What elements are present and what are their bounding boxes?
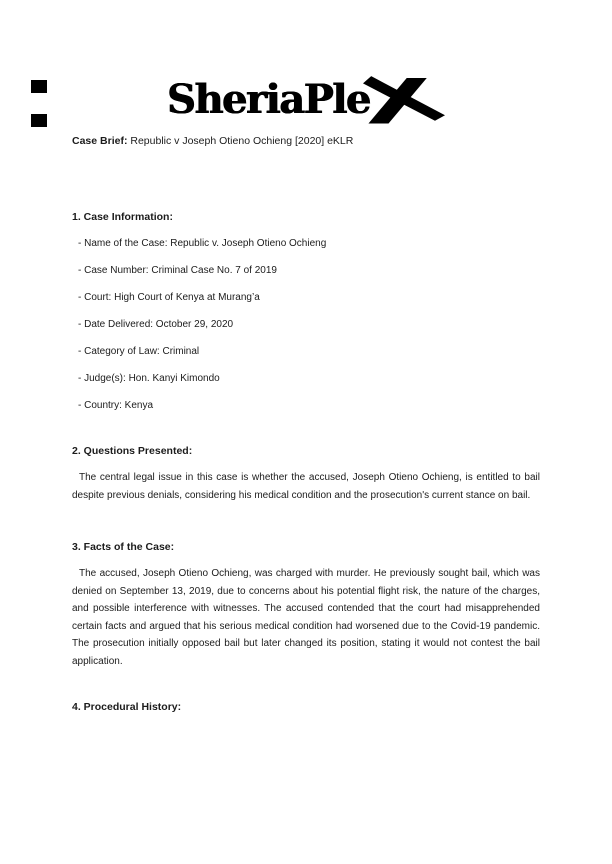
questions-presented-paragraph: The central legal issue in this case is whether the accused, Joseph Otieno Ochieng, is entitled to bail despite previous denials, considering his medical condition and the prosecution's current stance on bail. — [72, 472, 540, 501]
case-brief-line — [72, 135, 540, 148]
document-page — [0, 72, 612, 864]
page-content — [0, 135, 612, 713]
registration-mark-bottom — [31, 114, 47, 127]
section-heading-facts: 3. Facts of the Case: — [72, 541, 175, 553]
case-information-list — [72, 238, 540, 412]
case-brief-label: Case Brief: — [72, 135, 128, 147]
logo-wordmark: SheriaPle — [167, 76, 370, 123]
list-item-court: - Court: High Court of Kenya at Murang’a — [78, 292, 260, 303]
case-brief-value: Republic v Joseph Otieno Ochieng [2020] eKLR — [130, 135, 354, 147]
logo-x-icon — [363, 72, 445, 124]
list-item-country: - Country: Kenya — [78, 400, 154, 411]
list-item-case-number: - Case Number: Criminal Case No. 7 of 2019 — [78, 265, 277, 276]
registration-mark-top — [31, 80, 47, 93]
section-heading-questions-presented: 2. Questions Presented: — [72, 445, 193, 457]
list-item-case-name: - Name of the Case: Republic v. Joseph Otieno Ochieng — [78, 238, 327, 249]
section-heading-case-information: 1. Case Information: — [72, 211, 173, 223]
list-item-date-delivered: - Date Delivered: October 29, 2020 — [78, 319, 234, 330]
section-heading-procedural-history: 4. Procedural History: — [72, 701, 182, 713]
list-item-category: - Category of Law: Criminal — [78, 346, 200, 357]
logo — [0, 72, 612, 123]
facts-paragraph: The accused, Joseph Otieno Ochieng, was charged with murder. He previously sought bail, which was denied on September 13, 2019, due to concerns about his potential flight risk, the nature of the charges, and possible interference with witnesses. The accused contended that the court had misapprehended certain facts and argued that his serious medical condition had worsened due to the Covid-19 pandemic. The prosecution initially opposed bail but later changed its position, stating it would not contest the bail application. — [72, 568, 540, 667]
list-item-judges: - Judge(s): Hon. Kanyi Kimondo — [78, 373, 220, 384]
